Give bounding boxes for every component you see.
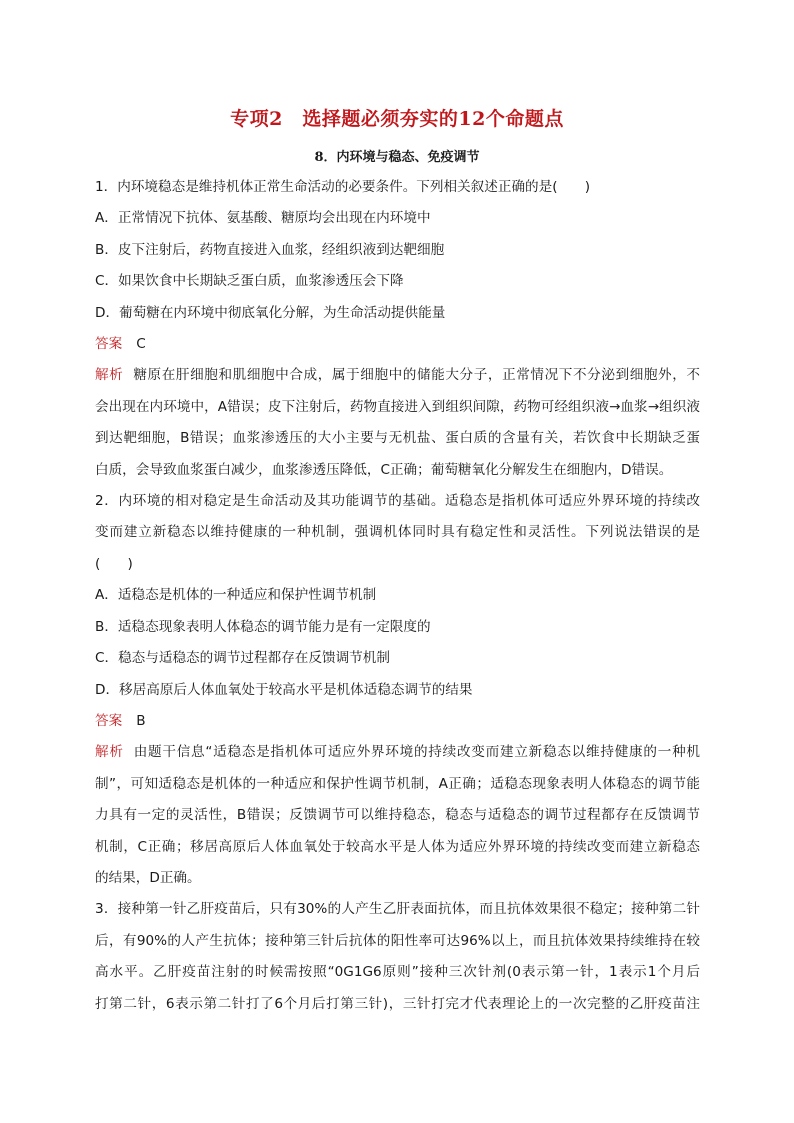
analysis-label: 解析 xyxy=(95,744,124,761)
question-2-stem-line: ( ) xyxy=(95,555,133,572)
answer-label: 答案 xyxy=(95,336,123,353)
analysis-label: 解析 xyxy=(95,367,124,384)
question-2-analysis-line: 机制，C正确；移居高原后人体血氧处于较高水平是人体为适应外界环境的持续改变而建立新稳态 xyxy=(95,838,700,855)
question-1-option-b: B．皮下注射后，药物直接进入血浆，经组织液到达靶细胞 xyxy=(95,241,445,258)
question-1-option-c: C．如果饮食中长期缺乏蛋白质，血浆渗透压会下降 xyxy=(95,273,404,290)
question-2-answer xyxy=(95,706,700,737)
question-2-analysis-line xyxy=(95,737,700,768)
analysis-text: 由题干信息“适稳态是指机体可适应外界环境的持续改变而建立新稳态以维持健康的一种机 xyxy=(133,744,700,761)
answer-value: B xyxy=(136,712,146,729)
section-subtitle: 8．内环境与稳态、免疫调节 xyxy=(314,150,480,165)
question-1-option-a: A．正常情况下抗体、氨基酸、糖原均会出现在内环境中 xyxy=(95,210,431,227)
question-2-analysis-line: 制”，可知适稳态是机体的一种适应和保护性调节机制，A正确；适稳态现象表明人体稳态的调节能 xyxy=(95,775,700,792)
question-2-analysis-line: 的结果，D正确。 xyxy=(95,869,201,886)
question-2-option-a: A．适稳态是机体的一种适应和保护性调节机制 xyxy=(95,587,377,604)
question-1-analysis-line: 白质，会导致血浆蛋白减少，血浆渗透压降低，C正确；葡萄糖氧化分解发生在细胞内，D错误。 xyxy=(95,461,673,478)
question-1-answer xyxy=(95,329,700,360)
question-2-option-b: B．适稳态现象表明人体稳态的调节能力是有一定限度的 xyxy=(95,618,431,635)
question-3-stem-line: 高水平。乙肝疫苗注射的时候需按照“0G1G6原则”接种三次针剂(0表示第一针，1表示1个月后 xyxy=(95,964,700,981)
question-1-analysis-line: 会出现在内环境中，A错误；皮下注射后，药物直接进入到组织间隙，药物可经组织液→血浆→组织液 xyxy=(95,398,700,415)
question-1-analysis-line: 到达靶细胞，B错误；血浆渗透压的大小主要与无机盐、蛋白质的含量有关，若饮食中长期缺乏蛋 xyxy=(95,430,700,447)
question-2-stem-line: 2．内环境的相对稳定是生命活动及其功能调节的基础。适稳态是指机体可适应外界环境的持续改 xyxy=(95,493,700,510)
question-3-stem-line: 3．接种第一针乙肝疫苗后，只有30%的人产生乙肝表面抗体，而且抗体效果很不稳定；接种第二针 xyxy=(95,901,700,918)
page-title: 专项2 选择题必须夯实的12个命题点 xyxy=(230,108,564,130)
document-content xyxy=(95,172,700,1020)
question-3-stem-line: 后，有90%的人产生抗体；接种第三针后抗体的阳性率可达96%以上，而且抗体效果持续维持在较 xyxy=(95,932,700,949)
question-2-analysis-line: 力具有一定的灵活性，B错误；反馈调节可以维持稳态，稳态与适稳态的调节过程都存在反馈调节 xyxy=(95,807,700,824)
question-1-option-d: D．葡萄糖在内环境中彻底氧化分解，为生命活动提供能量 xyxy=(95,304,446,321)
question-2-option-c: C．稳态与适稳态的调节过程都存在反馈调节机制 xyxy=(95,650,390,667)
question-1-stem: 1．内环境稳态是维持机体正常生命活动的必要条件。下列相关叙述正确的是( ) xyxy=(95,179,591,195)
analysis-text: 糖原在肝细胞和肌细胞中合成，属于细胞中的储能大分子，正常情况下不分泌到细胞外，不 xyxy=(133,367,701,384)
question-2-option-d: D．移居高原后人体血氧处于较高水平是机体适稳态调节的结果 xyxy=(95,681,473,698)
answer-value: C xyxy=(136,336,146,353)
question-2-stem-line: 变而建立新稳态以维持健康的一种机制，强调机体同时具有稳定性和灵活性。下列说法错误的是 xyxy=(95,524,700,541)
answer-label: 答案 xyxy=(95,712,123,729)
question-3-stem-line: 打第二针，6表示第二针打了6个月后打第三针)，三针打完才代表理论上的一次完整的乙肝疫苗注 xyxy=(95,995,700,1012)
question-1-analysis-line xyxy=(95,360,700,391)
